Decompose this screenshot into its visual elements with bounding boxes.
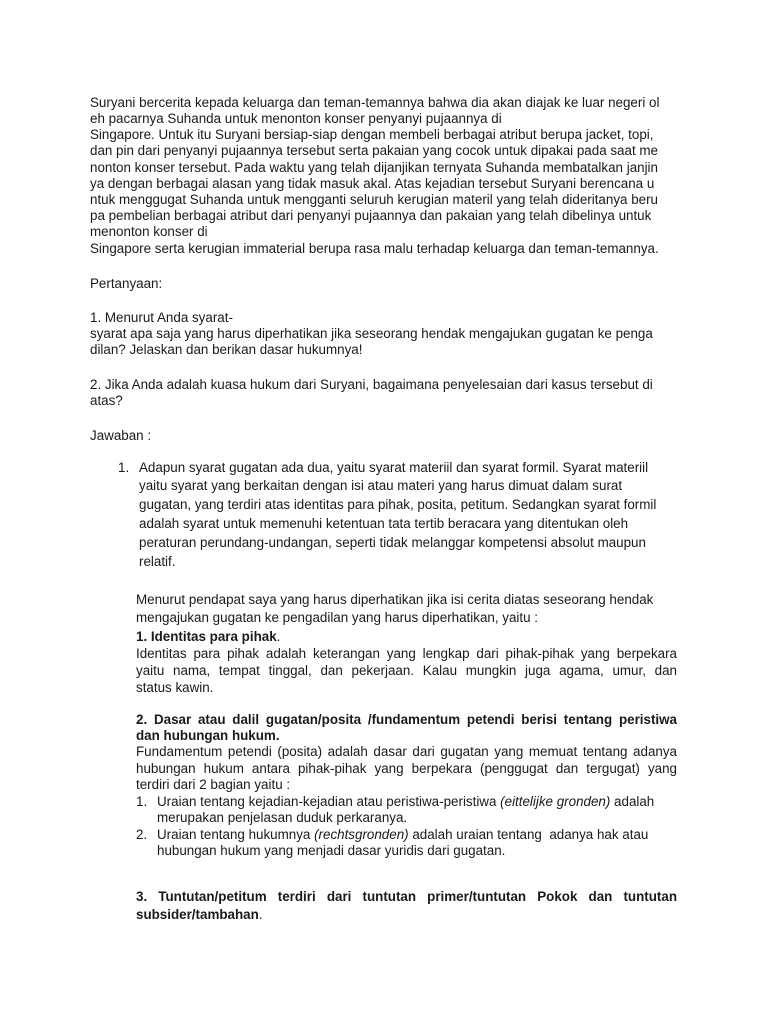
answer-1-line: adalah syarat untuk memenuhi ketentuan tata tertib beracara yang ditentukan oleh <box>139 516 629 531</box>
question-1-line: dilan? Jelaskan dan berikan dasar hukumnya! <box>90 342 363 357</box>
point-1-heading-text: 1. Identitas para pihak <box>136 629 277 644</box>
intro-line: nonton konser tersebut. Pada waktu yang telah dijanjikan ternyata Suhanda membatalkan janjin <box>90 160 658 175</box>
sub-item-1-text: adalah <box>610 794 655 809</box>
point-1-heading-suffix: . <box>276 629 281 644</box>
answer-1-line: gugatan, yang terdiri atas identitas para pihak, posita, petitum. Sedangkan syarat formil <box>139 497 657 512</box>
intro-line: ya dengan berbagai alasan yang tidak masuk akal. Atas kejadian tersebut Suryani berencana u <box>90 176 655 191</box>
point-1-line: status kawin. <box>136 680 214 695</box>
point-3-heading: 3. Tuntutan/petitum terdiri dari tuntutan primer/tuntutan Pokok dan tuntutan <box>136 889 677 904</box>
intro-line: Singapore. Untuk itu Suryani bersiap-siap dengan membeli berbagai atribut berupa jacket, topi, <box>90 127 654 142</box>
sub-item-1-text: Uraian tentang kejadian-kejadian atau peristiwa-peristiwa <box>157 794 501 809</box>
point-1-line: Identitas para pihak adalah keterangan yang lengkap dari pihak-pihak yang berpekara <box>136 646 677 661</box>
point-2-heading: dan hubungan hukum. <box>136 728 280 743</box>
intro-line: Suryani bercerita kepada keluarga dan teman-temannya bahwa dia akan diajak ke luar negeri ol <box>90 95 660 110</box>
sub-item-2-term: (rechtsgronden) <box>314 827 409 842</box>
question-2-line: atas? <box>90 393 123 408</box>
point-2-line: terdiri dari 2 bagian yaitu : <box>136 777 291 792</box>
point-3-heading-text: subsider/tambahan <box>136 907 259 922</box>
answer-1-line: peraturan perundang-undangan, seperti tidak melanggar kompetensi absolut maupun <box>139 535 646 550</box>
question-2-line: 2. Jika Anda adalah kuasa hukum dari Suryani, bagaimana penyelesaian dari kasus tersebut di <box>90 377 653 392</box>
sub-item-1-line: merupakan penjelasan duduk perkaranya. <box>157 810 408 825</box>
sub-item-2-text: Uraian tentang hukumnya <box>157 827 315 842</box>
point-2-heading: 2. Dasar atau dalil gugatan/posita /fundamentum petendi berisi tentang peristiwa <box>136 712 677 727</box>
answer-1-line: Adapun syarat gugatan ada dua, yaitu syarat materiil dan syarat formil. Syarat materiil <box>139 460 649 475</box>
question-1-line: syarat apa saja yang harus diperhatikan jika seseorang hendak mengajukan gugatan ke penga <box>90 326 653 341</box>
intro-line: pa pembelian berbagai atribut dari penyanyi pujaannya dan pakaian yang telah dibelinya untuk <box>90 208 652 223</box>
intro-line: eh pacarnya Suhanda untuk menonton konser penyanyi pujaannya di <box>90 111 502 126</box>
answer-1-line: relatif. <box>139 554 176 569</box>
opinion-line: mengajukan gugatan ke pengadilan yang harus diperhatikan, yaitu : <box>136 610 539 625</box>
questions-heading: Pertanyaan: <box>90 276 163 291</box>
point-1-line: yaitu nama, tempat tinggal, dan pekerjaan. Kalau mungkin juga agama, umur, dan <box>136 663 677 678</box>
sub-item-2-text: adalah uraian tentang adanya hak atau <box>408 827 649 842</box>
sub-item-1-term: (eittelijke gronden) <box>500 794 611 809</box>
intro-line: dan pin dari penyanyi pujaannya tersebut serta pakaian yang cocok untuk dipakai pada saat me <box>90 143 658 158</box>
sub-item-1-line <box>157 794 654 810</box>
opinion-line: Menurut pendapat saya yang harus diperhatikan jika isi cerita diatas seseorang hendak <box>136 592 654 607</box>
intro-line: Singapore serta kerugian immaterial berupa rasa malu terhadap keluarga dan teman-temannya. <box>90 241 659 256</box>
sub-item-1-number: 1. <box>136 794 148 809</box>
point-2-line: Fundamentum petendi (posita) adalah dasar dari gugatan yang memuat tentang adanya <box>136 744 677 759</box>
point-2-line: hubungan hukum antara pihak-pihak yang berpekara (penggugat dan tergugat) yang <box>136 761 677 776</box>
sub-item-2-line: hubungan hukum yang menjadi dasar yuridis dari gugatan. <box>157 843 506 858</box>
point-3-heading-suffix: . <box>258 907 263 922</box>
answer-1-line: yaitu syarat yang berkaitan dengan isi atau materi yang harus dimuat dalam surat <box>139 478 623 493</box>
point-1-heading <box>136 629 280 645</box>
question-1-line: 1. Menurut Anda syarat- <box>90 310 233 325</box>
intro-line: menonton konser di <box>90 224 208 239</box>
intro-line: ntuk menggugat Suhanda untuk mengganti seluruh kerugian materil yang telah dideritanya beru <box>90 192 658 207</box>
answer-1-number: 1. <box>118 460 130 475</box>
answer-heading: Jawaban : <box>90 428 152 443</box>
sub-item-2-line <box>157 827 648 843</box>
point-3-heading <box>136 907 263 923</box>
sub-item-2-number: 2. <box>136 827 148 842</box>
